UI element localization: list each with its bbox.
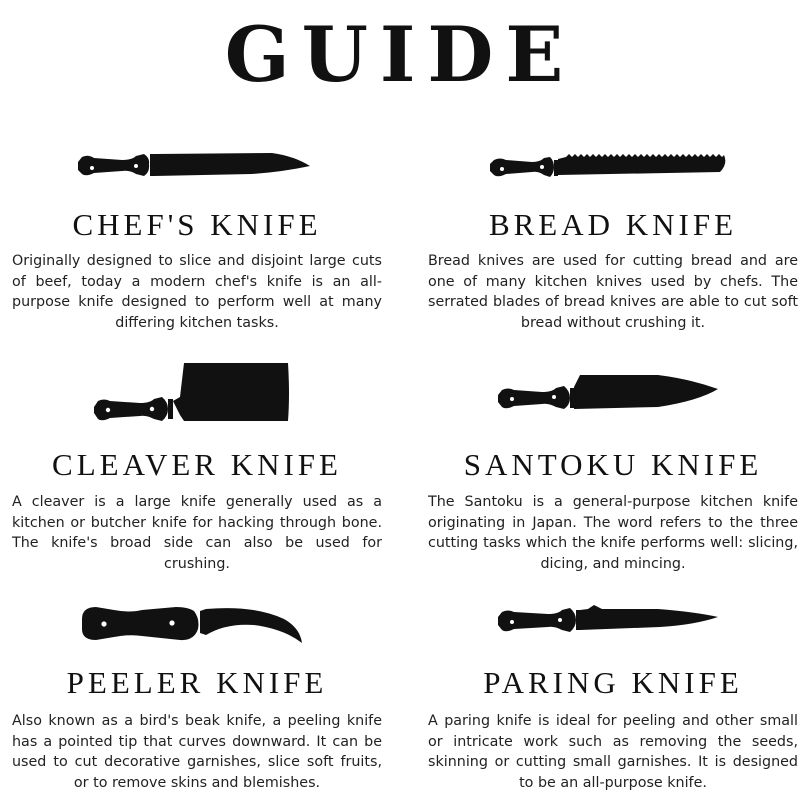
paring-knife-icon [428, 595, 798, 655]
knife-name: CLEAVER KNIFE [52, 447, 342, 482]
knife-description: The Santoku is a general-purpose kitchen knife originating in Japan. The word refers to the three cutting tasks which the knife performs well: slicing, dicing, and mincing. [428, 494, 798, 572]
knife-description: Bread knives are used for cutting bread and are one of many kitchen knives used by chefs. The serrated blades of bread knives are able to cut soft bread without crushing it. [428, 253, 798, 331]
cleaver-knife-icon [12, 355, 382, 435]
knife-name: PARING KNIFE [483, 665, 743, 700]
page-title: GUIDE [224, 10, 576, 99]
knife-description: A cleaver is a large knife generally used as a kitchen or butcher knife for hacking through bone. The knife's broad side can also be used for crushing. [12, 494, 382, 572]
knife-description: Originally designed to slice and disjoint large cuts of beef, today a modern chef's knife is an all-purpose knife designed to perform well at many differing kitchen tasks. [12, 253, 382, 331]
peeler-knife-icon [12, 595, 382, 655]
bread-knife-icon [428, 140, 798, 190]
knife-name: PEELER KNIFE [66, 665, 328, 700]
knife-name: BREAD KNIFE [488, 207, 738, 242]
knife-name: CHEF'S KNIFE [72, 207, 322, 242]
knife-description: A paring knife is ideal for peeling and other small or intricate work such as removing the seeds, skinning or cutting small garnishes. It is designed to be an all-purpose knife. [428, 713, 798, 791]
knife-name: SANTOKU KNIFE [463, 447, 763, 482]
chefs-knife-icon [12, 140, 382, 190]
knife-description: Also known as a bird's beak knife, a peeling knife has a pointed tip that curves downward. It can be used to cut decorative garnishes, slice soft fruits, or to remove skins and blemishes. [12, 713, 382, 791]
santoku-knife-icon [428, 355, 798, 435]
